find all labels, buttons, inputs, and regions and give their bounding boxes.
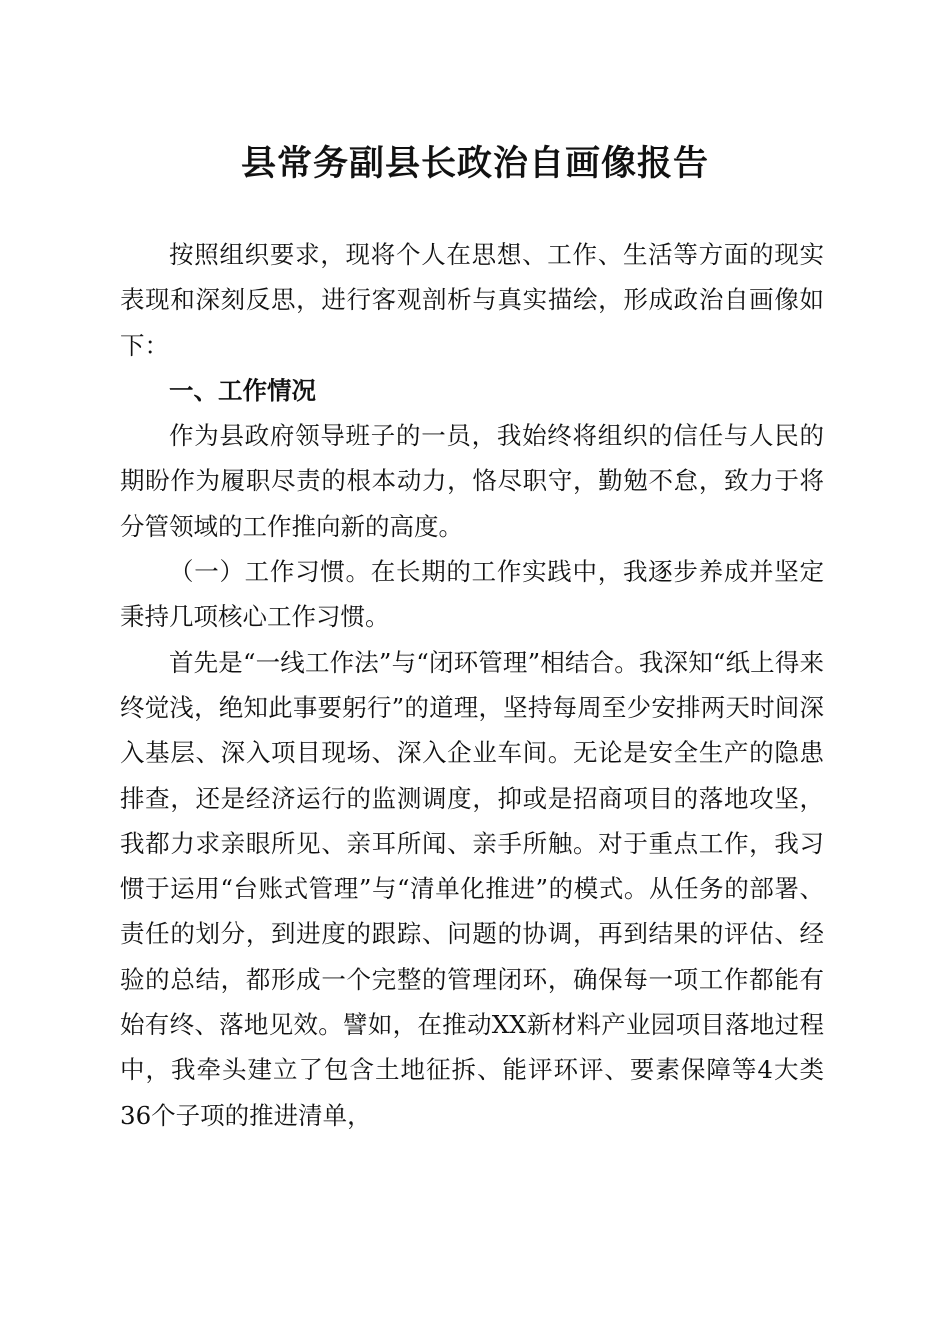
document-title: 县常务副县长政治自画像报告 bbox=[240, 143, 709, 184]
intro-paragraph: 按照组织要求，现将个人在思想、工作、生活等方面的现实表现和深刻反思，进行客观剖析与真实描绘，形成政治自画像如下： bbox=[120, 240, 824, 360]
section-heading-work: 一、工作情况 bbox=[169, 375, 316, 405]
body-paragraph: 首先是“一线工作法”与“闭环管理”相结合。我深知“纸上得来终觉浅，绝知此事要躬行”的道理，坚持每周至少安排两天时间深入基层、深入项目现场、深入企业车间。无论是安全生产的隐患排查，还是经济运行的监测调度，抑或是招商项目的落地攻坚，我都力求亲眼所见、亲耳所闻、亲手所触。对于重点工作，我习惯于运用“台账式管理”与“清单化推进”的模式。从任务的部署、责任的划分，到进度的跟踪、问题的协调，再到结果的评估、经验的总结，都形成一个完整的管理闭环，确保每一项工作都能有始有终、落地见效。譬如，在推动XX新材料产业园项目落地过程中，我牵头建立了包含土地征拆、能评环评、要素保障等4大类36个子项的推进清单， bbox=[120, 647, 824, 1130]
body-paragraph: 作为县政府领导班子的一员，我始终将组织的信任与人民的期盼作为履职尽责的根本动力，恪尽职守，勤勉不怠，致力于将分管领域的工作推向新的高度。 bbox=[120, 421, 824, 541]
document-body bbox=[120, 232, 824, 1138]
subsection-paragraph-work-habits: （一）工作习惯。在长期的工作实践中，我逐步养成并坚定秉持几项核心工作习惯。 bbox=[120, 557, 824, 632]
